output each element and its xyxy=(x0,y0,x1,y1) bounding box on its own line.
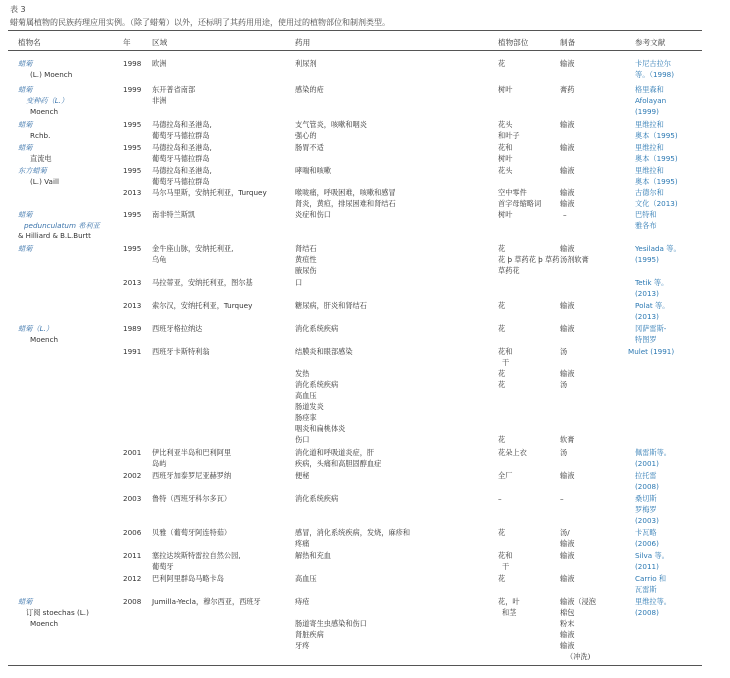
part: 花 xyxy=(498,435,506,444)
part: 花 þ 草药花 þ 草药 xyxy=(498,255,560,264)
prep: 输液 xyxy=(560,120,575,129)
reference-link[interactable]: 里维拉和 xyxy=(635,166,664,175)
region: 东开普省南部 xyxy=(152,85,196,94)
use: 伤口 xyxy=(295,435,310,444)
bottom-rule xyxy=(8,665,702,666)
plant-name: 蜡菊 xyxy=(18,244,33,253)
region: 非洲 xyxy=(152,96,167,105)
prep: （冲洗) xyxy=(566,652,591,661)
region: 岛屿 xyxy=(152,459,167,468)
header-prep: 制备 xyxy=(560,38,576,47)
use: 结膜炎和眼部感染 xyxy=(295,347,353,356)
year: 1995 xyxy=(123,166,142,175)
use: 支气管炎，咳嗽和咽炎 xyxy=(295,120,367,129)
region: 马德拉岛和圣港岛, xyxy=(152,120,212,129)
part: 花朵上衣 xyxy=(498,448,527,457)
use: 感冒，消化系统疾病，发烧，麻疹和 xyxy=(295,528,411,537)
plant-name: pedunculatum 希利亚 xyxy=(24,221,100,230)
part: 花和 xyxy=(498,347,513,356)
use: 便秘 xyxy=(295,471,310,480)
part: 花头 xyxy=(498,166,513,175)
prep: 汤/ xyxy=(560,528,570,537)
year: 2012 xyxy=(123,574,142,583)
use: 解热和充血 xyxy=(295,551,331,560)
use: 肾结石 xyxy=(295,244,317,253)
use: 感染的疮 xyxy=(295,85,324,94)
reference-link[interactable]: (2001) xyxy=(635,459,659,468)
header-rule xyxy=(8,50,702,51)
region: 索尔汉，安纳托利亚，Turquey xyxy=(152,301,253,310)
prep: 汤剂软膏 xyxy=(560,255,589,264)
prep: 输液 xyxy=(560,574,575,583)
reference-link[interactable]: 巴特和 xyxy=(635,210,657,219)
use: 消化系统疾病 xyxy=(295,380,339,389)
prep: 输液 xyxy=(560,143,575,152)
region: 马尔马里斯，安纳托利亚，Turquey xyxy=(152,188,267,197)
reference-link[interactable]: 拉托雷 xyxy=(635,471,657,480)
year: 1989 xyxy=(123,324,142,333)
header-region: 区域 xyxy=(152,38,168,47)
plant-authority: (L.) Moench xyxy=(30,70,73,79)
region: 马德拉岛和圣港岛, xyxy=(152,143,212,152)
reference-link[interactable]: 文化（2013) xyxy=(635,199,678,208)
use: 肾脏疾病 xyxy=(295,630,324,639)
reference-link[interactable]: 罗梅罗 xyxy=(635,505,657,514)
part: 花 xyxy=(498,59,506,68)
part: 花和 xyxy=(498,551,513,560)
plant-authority: 订阅 stoechas (L.) xyxy=(26,608,89,617)
reference-link[interactable]: 奥本（1995) xyxy=(635,177,678,186)
region: 马德拉岛和圣港岛, xyxy=(152,166,212,175)
year: 1995 xyxy=(123,143,142,152)
prep: 输液 xyxy=(560,369,575,378)
header-use: 药用 xyxy=(295,38,311,47)
part: 干 xyxy=(502,358,510,367)
part: 花和 xyxy=(498,143,513,152)
table-label: 表 3 xyxy=(10,5,26,14)
year: 1995 xyxy=(123,210,142,219)
part: 花 xyxy=(498,574,506,583)
use: 肠痉挛 xyxy=(295,413,317,422)
part: 全厂 xyxy=(498,471,513,480)
reference-link[interactable]: Mulet (1991) xyxy=(628,347,675,356)
region: 鲁特（西班牙科尔多瓦） xyxy=(152,494,232,503)
prep: 输液 xyxy=(560,199,575,208)
part: 花头 xyxy=(498,120,513,129)
use: 利尿剂 xyxy=(295,59,317,68)
reference-link[interactable]: (2013) xyxy=(635,312,659,321)
year: 2001 xyxy=(123,448,142,457)
region: 葡萄牙马德拉群岛 xyxy=(152,154,210,163)
prep: 输液（浸泡 xyxy=(560,597,596,606)
use: 高血压 xyxy=(295,574,317,583)
reference-link[interactable]: Polat 等。 xyxy=(635,301,670,310)
reference-link[interactable]: 古德尔和 xyxy=(635,188,664,197)
prep: 输液 xyxy=(560,188,575,197)
year: 2011 xyxy=(123,551,142,560)
use: 发热 xyxy=(295,369,310,378)
region: 西班牙加泰罗尼亚赫罗纳 xyxy=(152,471,232,480)
part: 树叶 xyxy=(498,85,513,94)
reference-link[interactable]: 瓦雷斯 xyxy=(635,585,657,594)
part: 树叶 xyxy=(498,210,513,219)
part: – xyxy=(498,494,502,503)
prep: 输液 xyxy=(560,641,575,650)
table-caption: 蜡菊属植物的民族药理应用实例。（除了蜡菊）以外，还标明了其药用用途，使用过的植物部位和制剂类型。 xyxy=(10,18,390,27)
use: 疼痛 xyxy=(295,539,310,548)
region: 金牛座山脉，安纳托利亚, xyxy=(152,244,234,253)
part: 空中零件 xyxy=(498,188,527,197)
plant-name: 蜡菊 xyxy=(18,85,33,94)
reference-link[interactable]: Tetik 等。 xyxy=(635,278,669,287)
part: 树叶 xyxy=(498,154,513,163)
use: 肠道发炎 xyxy=(295,402,324,411)
year: 1991 xyxy=(123,347,142,356)
plant-name: 蜡菊 xyxy=(18,597,33,606)
plant-authority: Moench xyxy=(30,619,59,628)
use: 肠道寄生虫感染和伤口 xyxy=(295,619,367,628)
reference-link[interactable]: 里维拉和 xyxy=(635,120,664,129)
prep: 粉末 xyxy=(560,619,575,628)
prep: – xyxy=(560,494,564,503)
region: Jumilla-Yecla，穆尔西亚，西班牙 xyxy=(152,597,261,606)
use: 肾炎，黄疸，排尿困难和肾结石 xyxy=(295,199,396,208)
use: 疾病，头痛和高胆固醇血症 xyxy=(295,459,382,468)
reference-link[interactable]: 卡尼古拉尔 xyxy=(635,59,671,68)
region: 葡萄牙马德拉群岛 xyxy=(152,131,210,140)
use: 糖尿病，肝炎和肾结石 xyxy=(295,301,367,310)
use: 口 xyxy=(295,278,303,287)
prep: 汤 xyxy=(560,448,568,457)
part: 首字母缩略词 xyxy=(498,199,542,208)
prep: 输液 xyxy=(560,301,575,310)
region: 塞拉达埃斯特雷拉自然公园, xyxy=(152,551,241,560)
year: 2006 xyxy=(123,528,142,537)
prep: 输液 xyxy=(560,166,575,175)
prep: 汤 xyxy=(560,347,568,356)
region: 巴利阿里群岛马略卡岛 xyxy=(152,574,224,583)
use: 喉咙痛，呼吸困难，咳嗽和感冒 xyxy=(295,188,396,197)
plant-name: 变种药（L.） xyxy=(26,96,69,105)
part: 花 xyxy=(498,528,506,537)
part: 花 xyxy=(498,380,506,389)
use: 咽炎和扁桃体炎 xyxy=(295,424,346,433)
part: 草药花 xyxy=(498,266,520,275)
reference-link[interactable]: (1999) xyxy=(635,107,659,116)
use: 高血压 xyxy=(295,391,317,400)
reference-link[interactable]: 等。（1998) xyxy=(635,70,675,79)
plant-name: 蜡菊（L.） xyxy=(18,324,54,333)
plant-authority: 直流电 xyxy=(30,154,52,163)
reference-link[interactable]: 奥本（1995) xyxy=(635,154,678,163)
prep: 棉包 xyxy=(560,608,575,617)
reference-link[interactable]: Afolayan xyxy=(635,96,667,105)
region: 马拉蒂亚，安纳托利亚，图尔基 xyxy=(152,278,253,287)
reference-link[interactable]: 卡瓦略 xyxy=(635,528,657,537)
reference-link[interactable]: 雅各布 xyxy=(635,221,657,230)
prep: 输液 xyxy=(560,471,575,480)
part: 干 xyxy=(502,562,510,571)
part: 花 xyxy=(498,244,506,253)
part: 花 xyxy=(498,369,506,378)
use: 黄疸性 xyxy=(295,255,317,264)
plant-authority: Moench xyxy=(30,335,59,344)
region: 葡萄牙马德拉群岛 xyxy=(152,177,210,186)
reference-link[interactable]: Carrio 和 xyxy=(635,574,667,583)
year: 2013 xyxy=(123,278,142,287)
reference-link[interactable]: 里维拉等。 xyxy=(635,597,671,606)
year: 1999 xyxy=(123,85,142,94)
part: 和叶子 xyxy=(498,131,520,140)
plant-authority: Rchb. xyxy=(30,131,51,140)
prep: 输液 xyxy=(560,551,575,560)
header-plant: 植物名 xyxy=(18,38,41,47)
prep: 输液 xyxy=(560,59,575,68)
top-rule xyxy=(8,30,702,31)
header-ref: 参考文献 xyxy=(635,38,666,47)
plant-name: 东方蜡菊 xyxy=(18,166,47,175)
plant-name: 蜡菊 xyxy=(18,59,33,68)
prep: 输液 xyxy=(560,324,575,333)
plant-name: 蜡菊 xyxy=(18,143,33,152)
reference-link[interactable]: Yesilada 等。 xyxy=(635,244,681,253)
region: 南非特兰斯凯 xyxy=(152,210,196,219)
reference-link[interactable]: 里维拉和 xyxy=(635,143,664,152)
region: 乌龟 xyxy=(152,255,167,264)
part: 花 xyxy=(498,324,506,333)
plant-name: 蜡菊 xyxy=(18,210,33,219)
year: 2013 xyxy=(123,301,142,310)
prep: – xyxy=(563,210,567,219)
use: 痔疮 xyxy=(295,597,310,606)
reference-link[interactable]: 格里森和 xyxy=(635,85,664,94)
plant-authority: Moench xyxy=(30,107,59,116)
prep: 输液 xyxy=(560,244,575,253)
region: 葡萄牙 xyxy=(152,562,174,571)
reference-link[interactable]: 特图罗 xyxy=(635,335,657,344)
reference-link[interactable]: (1995) xyxy=(635,255,659,264)
use: 强心的 xyxy=(295,131,317,140)
region: 伊比利亚半岛和巴利阿里 xyxy=(152,448,232,457)
reference-link[interactable]: (2011) xyxy=(635,562,659,571)
prep: 膏药 xyxy=(560,85,575,94)
region: 西班牙卡斯特利翁 xyxy=(152,347,210,356)
prep: 软膏 xyxy=(560,435,575,444)
reference-link[interactable]: 佩雷斯等。 xyxy=(635,448,671,457)
reference-link[interactable]: (2008) xyxy=(635,482,659,491)
prep: 输液 xyxy=(560,539,575,548)
plant-authority: (L.) Vaill xyxy=(30,177,59,186)
year: 2003 xyxy=(123,494,142,503)
header-year: 年 xyxy=(123,38,131,47)
region: 西班牙格拉纳达 xyxy=(152,324,203,333)
plant-authority: & Hilliard & B.L.Burtt xyxy=(18,232,91,240)
use: 消化系统疾病 xyxy=(295,324,339,333)
use: 牙疼 xyxy=(295,641,310,650)
year: 2008 xyxy=(123,597,142,606)
reference-link[interactable]: 奥本（1995) xyxy=(635,131,678,140)
prep: 输液 xyxy=(560,630,575,639)
reference-link[interactable]: (2003) xyxy=(635,516,659,525)
year: 2013 xyxy=(123,188,142,197)
prep: 汤 xyxy=(560,380,568,389)
year: 1995 xyxy=(123,244,142,253)
part: 花，叶 xyxy=(498,597,520,606)
use: 消化道和呼吸道炎症，肝 xyxy=(295,448,375,457)
use: 腋尿伤 xyxy=(295,266,317,275)
reference-link[interactable]: (2008) xyxy=(635,608,659,617)
reference-link[interactable]: (2013) xyxy=(635,289,659,298)
part: 和茎 xyxy=(502,608,517,617)
header-part: 植物部位 xyxy=(498,38,529,47)
year: 1998 xyxy=(123,59,142,68)
reference-link[interactable]: 冈萨雷斯- xyxy=(635,324,667,333)
region: 欧洲 xyxy=(152,59,167,68)
year: 2002 xyxy=(123,471,142,480)
region: 贝雅（葡萄牙阿连特茹） xyxy=(152,528,232,537)
plant-name: 蜡菊 xyxy=(18,120,33,129)
part: 花 xyxy=(498,301,506,310)
use: 哮喘和咳嗽 xyxy=(295,166,331,175)
reference-link[interactable]: 桑切斯 xyxy=(635,494,657,503)
reference-link[interactable]: Silva 等。 xyxy=(635,551,669,560)
use: 消化系统疾病 xyxy=(295,494,339,503)
year: 1995 xyxy=(123,120,142,129)
use: 肠胃不适 xyxy=(295,143,324,152)
use: 炎症和伤口 xyxy=(295,210,331,219)
reference-link[interactable]: (2006) xyxy=(635,539,659,548)
